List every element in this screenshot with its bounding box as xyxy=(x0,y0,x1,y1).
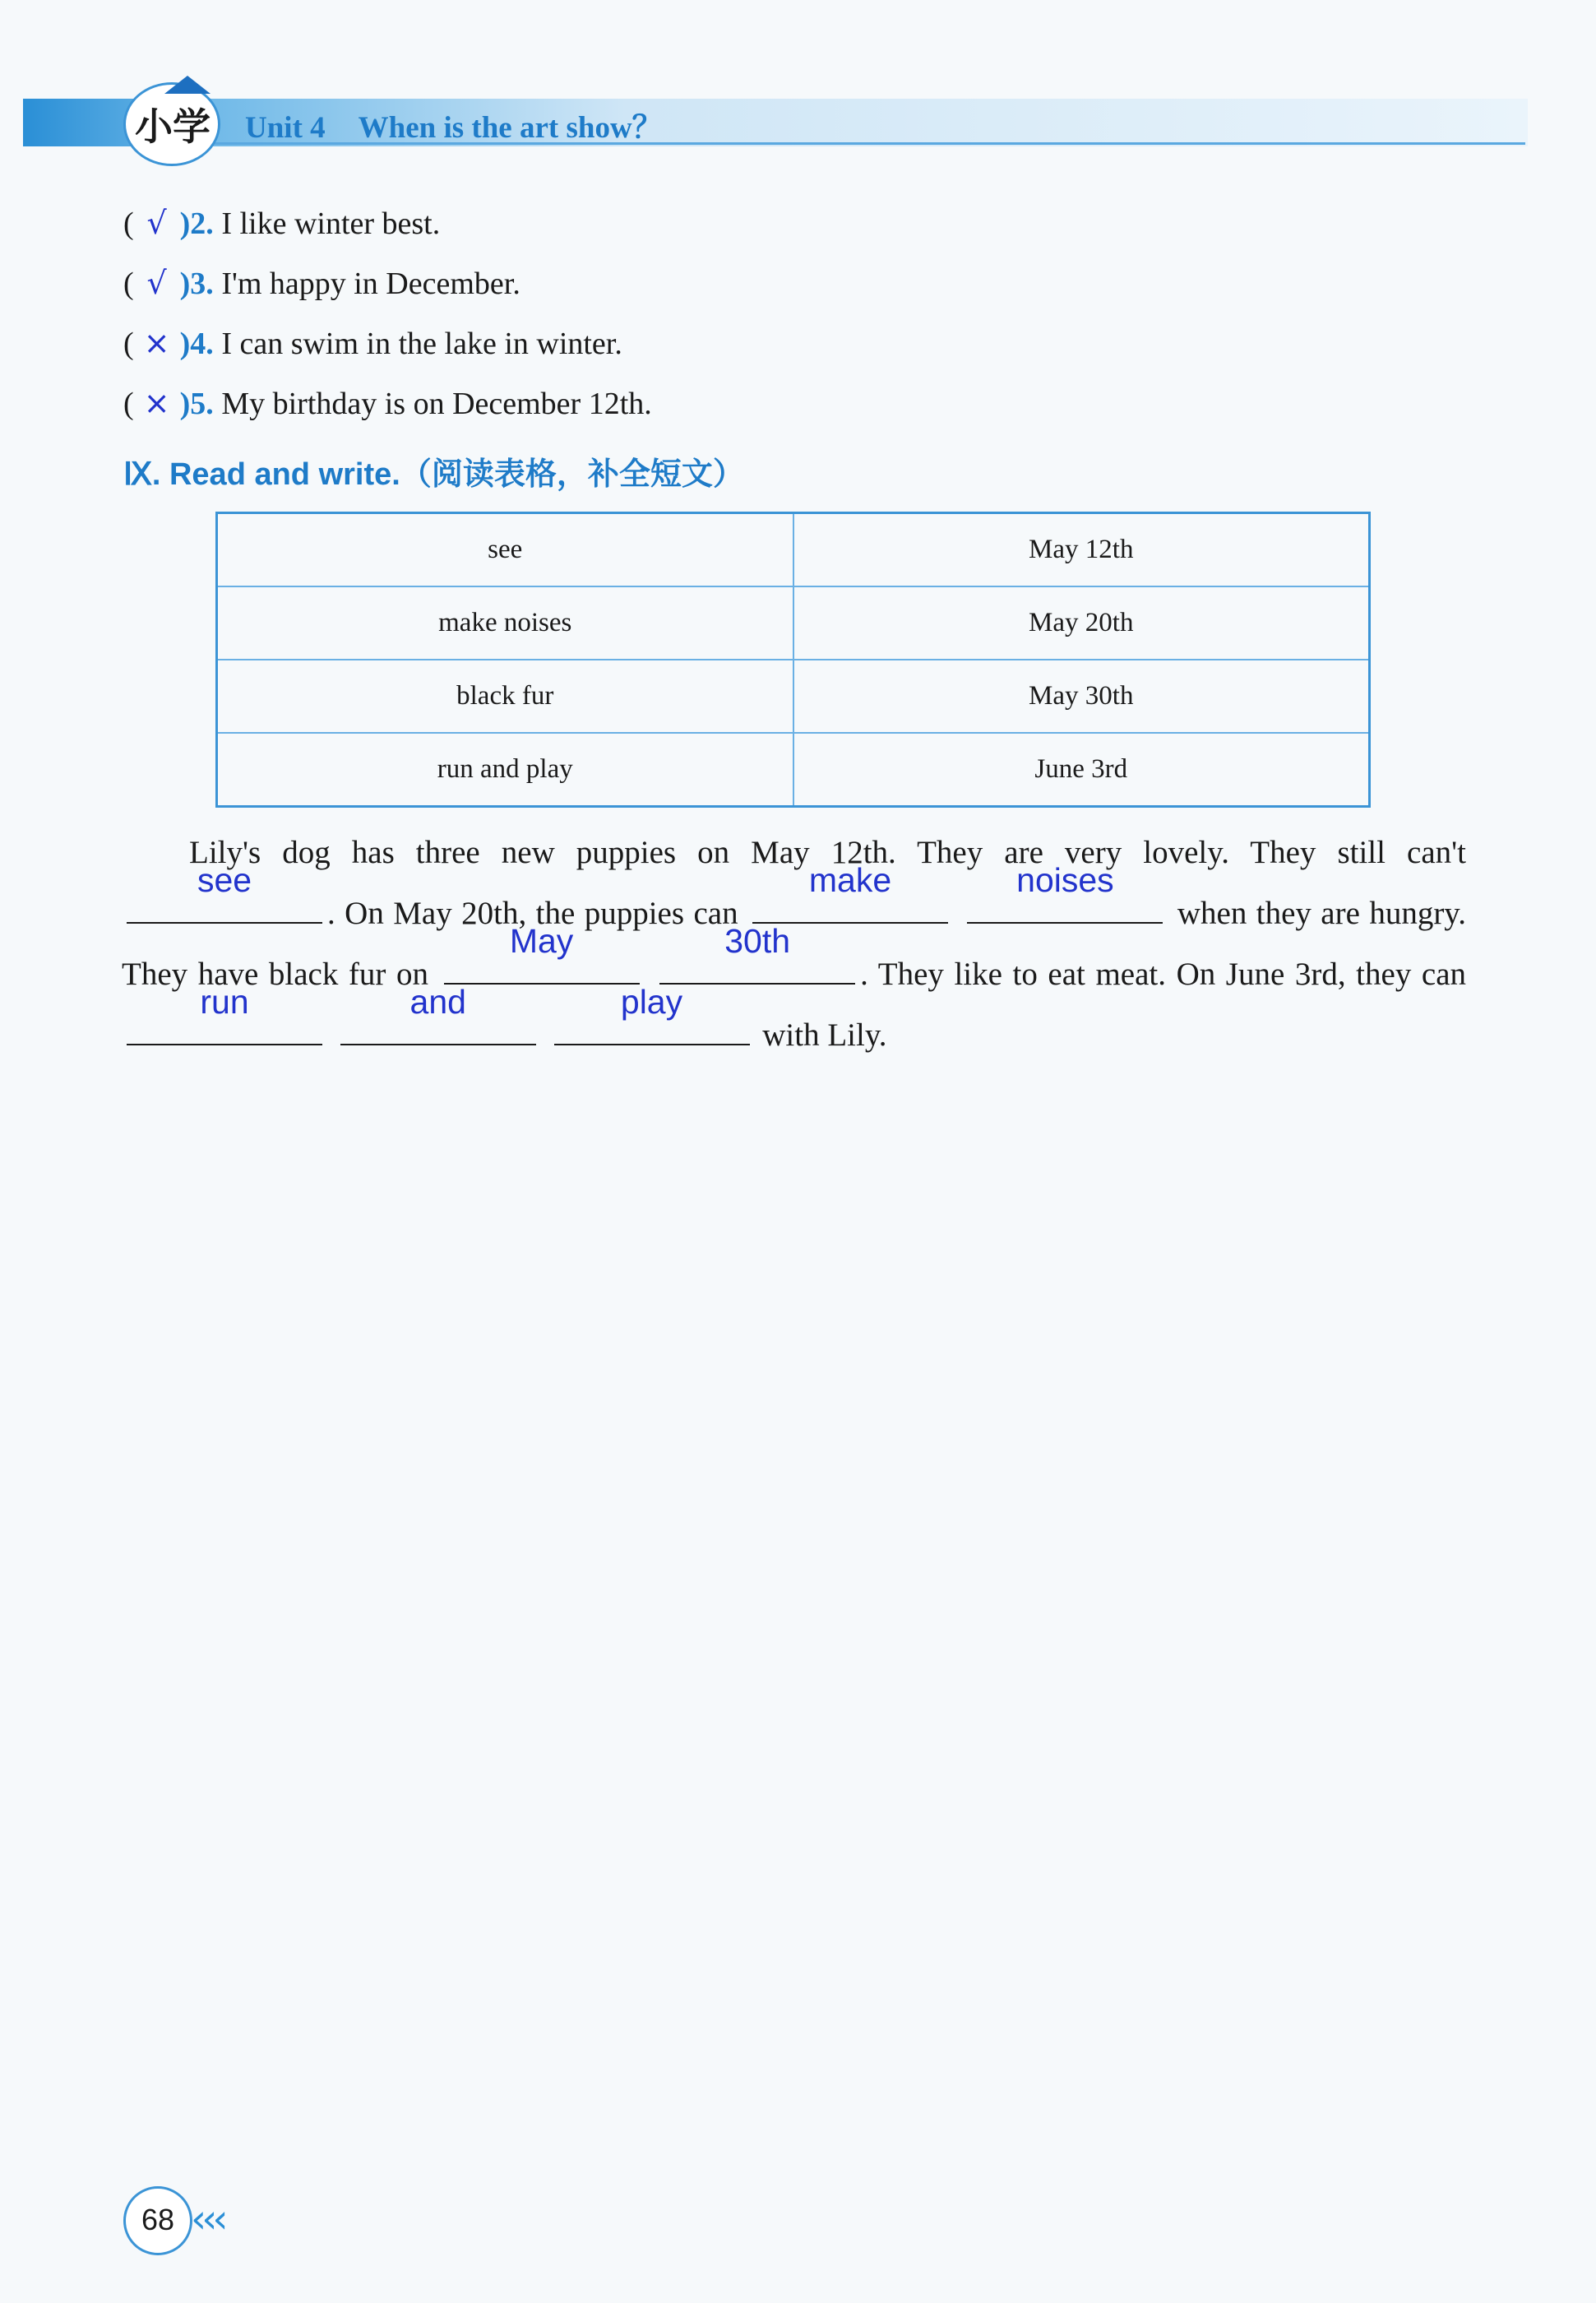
table-row xyxy=(217,733,1370,807)
table-cell: run and play xyxy=(217,733,793,807)
check-mark-icon: √ xyxy=(146,205,167,241)
answer-blank[interactable]: and xyxy=(340,1008,536,1045)
header-title xyxy=(245,102,663,146)
passage: Lily's dog has three new puppies on May 12th. They are very lovely. They still can't see . On May 20th, the puppies can make noises when they are hungry. They have black fur on May 30th . They like to eat meat. On June 3rd, they can run and play with Lily. xyxy=(122,835,1467,1053)
table-cell: make noises xyxy=(217,586,793,660)
answer-blank[interactable]: make xyxy=(752,886,948,924)
answer-blank[interactable]: run xyxy=(127,1008,322,1045)
judgment-item: ( √ )3. I'm happy in December. xyxy=(123,265,520,301)
unit-title: When is the art show？ xyxy=(358,111,663,145)
graduation-cap-icon xyxy=(164,76,210,94)
section-title: Ⅸ. Read and write.（阅读表格，补全短文） xyxy=(123,457,744,492)
answer-blank[interactable]: May xyxy=(444,947,640,985)
page-number: 68 xyxy=(141,2203,175,2236)
unit-label: Unit 4 xyxy=(245,111,326,145)
answer-blank[interactable]: noises xyxy=(967,886,1163,924)
table-cell: May 12th xyxy=(793,513,1370,587)
answer-blank[interactable]: 30th xyxy=(659,947,855,985)
table-row xyxy=(217,513,1370,587)
cross-mark-icon: × xyxy=(143,325,170,361)
table-cell: May 30th xyxy=(793,660,1370,733)
logo-text: 小学 xyxy=(135,104,210,149)
arrow-decoration-icon: ‹‹‹ xyxy=(191,2196,224,2242)
table-row xyxy=(217,586,1370,660)
table-cell: May 20th xyxy=(793,586,1370,660)
judgment-item: ( × )5. My birthday is on December 12th. xyxy=(123,385,652,421)
table-row xyxy=(217,660,1370,733)
table-cell: June 3rd xyxy=(793,733,1370,807)
answer-blank[interactable]: see xyxy=(127,886,322,924)
info-table xyxy=(215,512,1371,808)
check-mark-icon: √ xyxy=(146,265,167,301)
cross-mark-icon: × xyxy=(143,385,170,421)
table-cell: see xyxy=(217,513,793,587)
judgment-item: ( √ )2. I like winter best. xyxy=(123,205,441,241)
judgment-item: ( × )4. I can swim in the lake in winter. xyxy=(123,325,622,361)
answer-blank[interactable]: play xyxy=(554,1008,750,1045)
table-cell: black fur xyxy=(217,660,793,733)
